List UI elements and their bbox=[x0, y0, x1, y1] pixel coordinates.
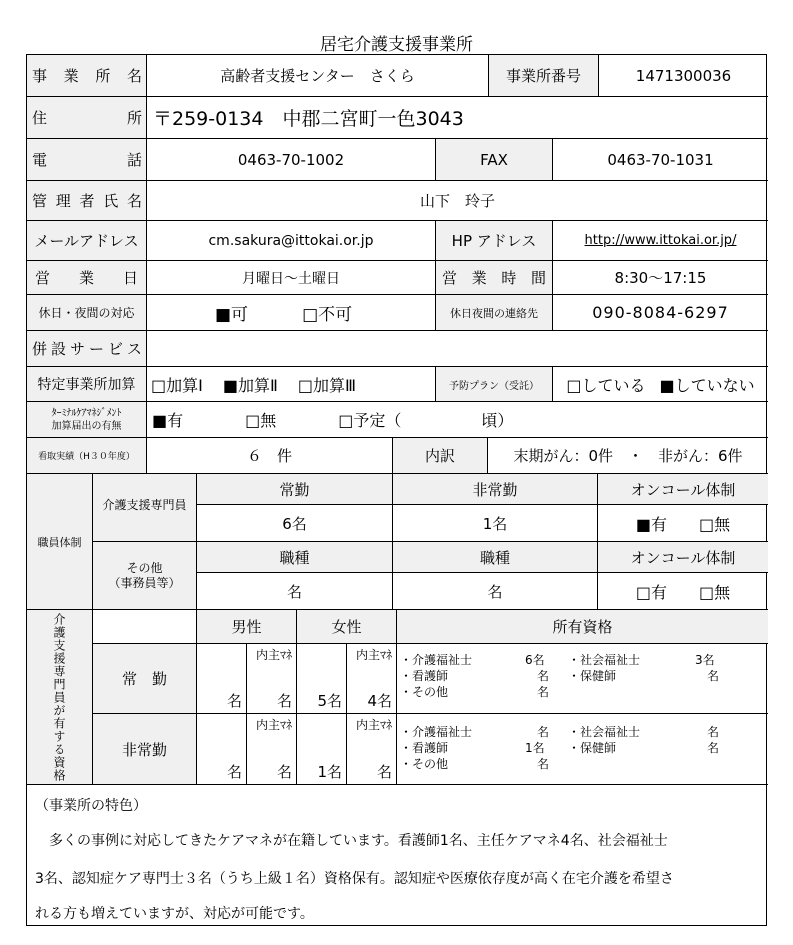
label-qual-parttime: 非常勤 bbox=[93, 714, 197, 785]
label-manager: 管 理 者 氏 名 bbox=[27, 181, 147, 221]
specific-addition bbox=[147, 367, 436, 402]
fax-number: 0463-70-1031 bbox=[553, 139, 768, 181]
office-name: 高齢者支援センター さくら bbox=[147, 55, 489, 97]
record-breakdown: 末期がん：0件 ・ 非がん：6件 bbox=[488, 438, 768, 474]
label-business-days: 営 業 日 bbox=[27, 261, 147, 295]
terminal-no-checkbox: □無 bbox=[245, 411, 277, 430]
header-parttime: 非常勤 bbox=[393, 474, 598, 505]
header-male: 男性 bbox=[197, 610, 297, 644]
ft-qual-line-3: ・その他 名 bbox=[400, 685, 550, 699]
email-address: cm.sakura@ittokai.or.jp bbox=[147, 221, 436, 261]
header-female: 女性 bbox=[297, 610, 397, 644]
label-email: メールアドレス bbox=[27, 221, 147, 261]
pt-qual-line-2: ・看護師 1名 ・保健師 名 bbox=[400, 741, 720, 755]
pt-female-sub: 内主ﾏﾈ 名 bbox=[347, 714, 397, 785]
prevention-no-checkbox: ■していない bbox=[659, 375, 755, 395]
phone-number: 0463-70-1002 bbox=[147, 139, 436, 181]
header-job-type-b: 職種 bbox=[393, 542, 598, 573]
header-fulltime: 常勤 bbox=[197, 474, 393, 505]
holiday-contact: 090-8084-6297 bbox=[553, 295, 768, 331]
prevention-yes-checkbox: □している bbox=[566, 375, 646, 395]
header-oncall: オンコール体制 bbox=[598, 474, 768, 505]
label-terminal-care: ﾀｰﾐﾅﾙｹｱﾏﾈｼﾞﾒﾝﾄ 加算届出の有無 bbox=[27, 402, 147, 438]
prevention-plan bbox=[553, 367, 768, 402]
label-other-staff: その他 （事務員等） bbox=[93, 542, 197, 610]
ft-qual-line-1: ・介護福祉士 6名 ・社会福祉士 3名 bbox=[400, 653, 715, 667]
ft-qual-line-2: ・看護師 名 ・保健師 名 bbox=[400, 669, 720, 683]
label-homepage: HP アドレス bbox=[436, 221, 553, 261]
pt-male-sub: 内主ﾏﾈ 名 bbox=[247, 714, 297, 785]
features-title: （事業所の特色） bbox=[35, 798, 147, 814]
other-oncall-no-checkbox: □無 bbox=[699, 582, 731, 602]
features-line-2: 3名、認知症ケア専門士３名（うち上級１名）資格保有。認知症や医療依存度が高く在宅介護を希望さ bbox=[35, 871, 674, 887]
other-count-b: 名 bbox=[393, 573, 598, 610]
label-qualifications-side: 介護支援専門員が有する資格 bbox=[27, 610, 93, 785]
features-line-3: れる方も増えていますが、対応が可能です。 bbox=[35, 906, 314, 922]
label-staff: 職員体制 bbox=[27, 474, 93, 610]
pt-qual-list bbox=[400, 724, 760, 772]
label-phone: 電 話 bbox=[27, 139, 147, 181]
annex-services bbox=[147, 331, 768, 367]
pt-qual-line-3: ・その他 名 bbox=[400, 757, 550, 771]
cm-fulltime-count: 6名 bbox=[197, 505, 393, 542]
header-job-type-a: 職種 bbox=[197, 542, 393, 573]
ft-female-sub: 内主ﾏﾈ 4名 bbox=[347, 644, 397, 714]
office-number: 1471300036 bbox=[599, 55, 768, 97]
label-office-name: 事 業 所 名 bbox=[27, 55, 147, 97]
header-oncall-other: オンコール体制 bbox=[598, 542, 768, 573]
addition-3-checkbox: □加算Ⅲ bbox=[297, 375, 356, 395]
label-business-hours: 営 業 時 間 bbox=[436, 261, 553, 295]
cm-parttime-count: 1名 bbox=[393, 505, 598, 542]
qual-header-blank bbox=[93, 610, 197, 644]
label-prevention-plan: 予防プラン（受託） bbox=[436, 367, 553, 402]
homepage-link[interactable]: http://www.ittokai.or.jp/ bbox=[553, 221, 768, 261]
ft-qual-list bbox=[400, 652, 760, 700]
address: 〒259-0134 中郡二宮町一色3043 bbox=[147, 97, 768, 139]
label-holiday-contact: 休日夜間の連絡先 bbox=[436, 295, 553, 331]
holiday-yes-checkbox: ■可 bbox=[215, 305, 249, 325]
terminal-plan-checkbox: □予定（ 頃） bbox=[338, 411, 514, 430]
label-office-number: 事業所番号 bbox=[489, 55, 599, 97]
cm-oncall-yes-checkbox: ■有 bbox=[635, 514, 667, 534]
label-specific-addition: 特定事業所加算 bbox=[27, 367, 147, 402]
ft-female-count: 5名 bbox=[297, 644, 347, 714]
label-records: 看取実績（H３０年度） bbox=[27, 438, 147, 474]
record-count: ６ 件 bbox=[147, 438, 393, 474]
office-info-table bbox=[26, 54, 767, 926]
label-address: 住 所 bbox=[27, 97, 147, 139]
label-care-manager: 介護支援専門員 bbox=[93, 474, 197, 542]
addition-1-checkbox: □加算Ⅰ bbox=[151, 375, 203, 395]
holiday-support bbox=[147, 295, 436, 331]
pt-male-count: 名 bbox=[197, 714, 247, 785]
page-title: 居宅介護支援事業所 bbox=[320, 35, 473, 55]
cm-oncall bbox=[598, 505, 768, 542]
pt-qual-line-1: ・介護福祉士 名 ・社会福祉士 名 bbox=[400, 725, 720, 739]
terminal-yes-checkbox: ■有 bbox=[152, 411, 184, 430]
manager-name: 山下 玲子 bbox=[147, 181, 768, 221]
ft-male-count: 名 bbox=[197, 644, 247, 714]
label-holiday-support: 休日・夜間の対応 bbox=[27, 295, 147, 331]
other-oncall-yes-checkbox: □有 bbox=[635, 582, 667, 602]
other-count-a: 名 bbox=[197, 573, 393, 610]
label-record-breakdown: 内訳 bbox=[393, 438, 488, 474]
holiday-no-checkbox: □不可 bbox=[302, 305, 353, 325]
label-qual-fulltime: 常 勤 bbox=[93, 644, 197, 714]
addition-2-checkbox: ■加算Ⅱ bbox=[222, 375, 278, 395]
ft-male-sub: 内主ﾏﾈ 名 bbox=[247, 644, 297, 714]
label-fax: FAX bbox=[436, 139, 553, 181]
business-hours: 8:30～17:15 bbox=[553, 261, 768, 295]
business-days: 月曜日～土曜日 bbox=[147, 261, 436, 295]
other-oncall bbox=[598, 573, 768, 610]
pt-female-count: 1名 bbox=[297, 714, 347, 785]
terminal-care bbox=[147, 402, 768, 438]
header-qualifications: 所有資格 bbox=[397, 610, 768, 644]
label-annex-services: 併 設 サ ー ビ ス bbox=[27, 331, 147, 367]
features-line-1: 多くの事例に対応してきたケアマネが在籍しています。看護師1名、主任ケアマネ4名、社会福祉士 bbox=[35, 833, 668, 849]
cm-oncall-no-checkbox: □無 bbox=[699, 514, 731, 534]
